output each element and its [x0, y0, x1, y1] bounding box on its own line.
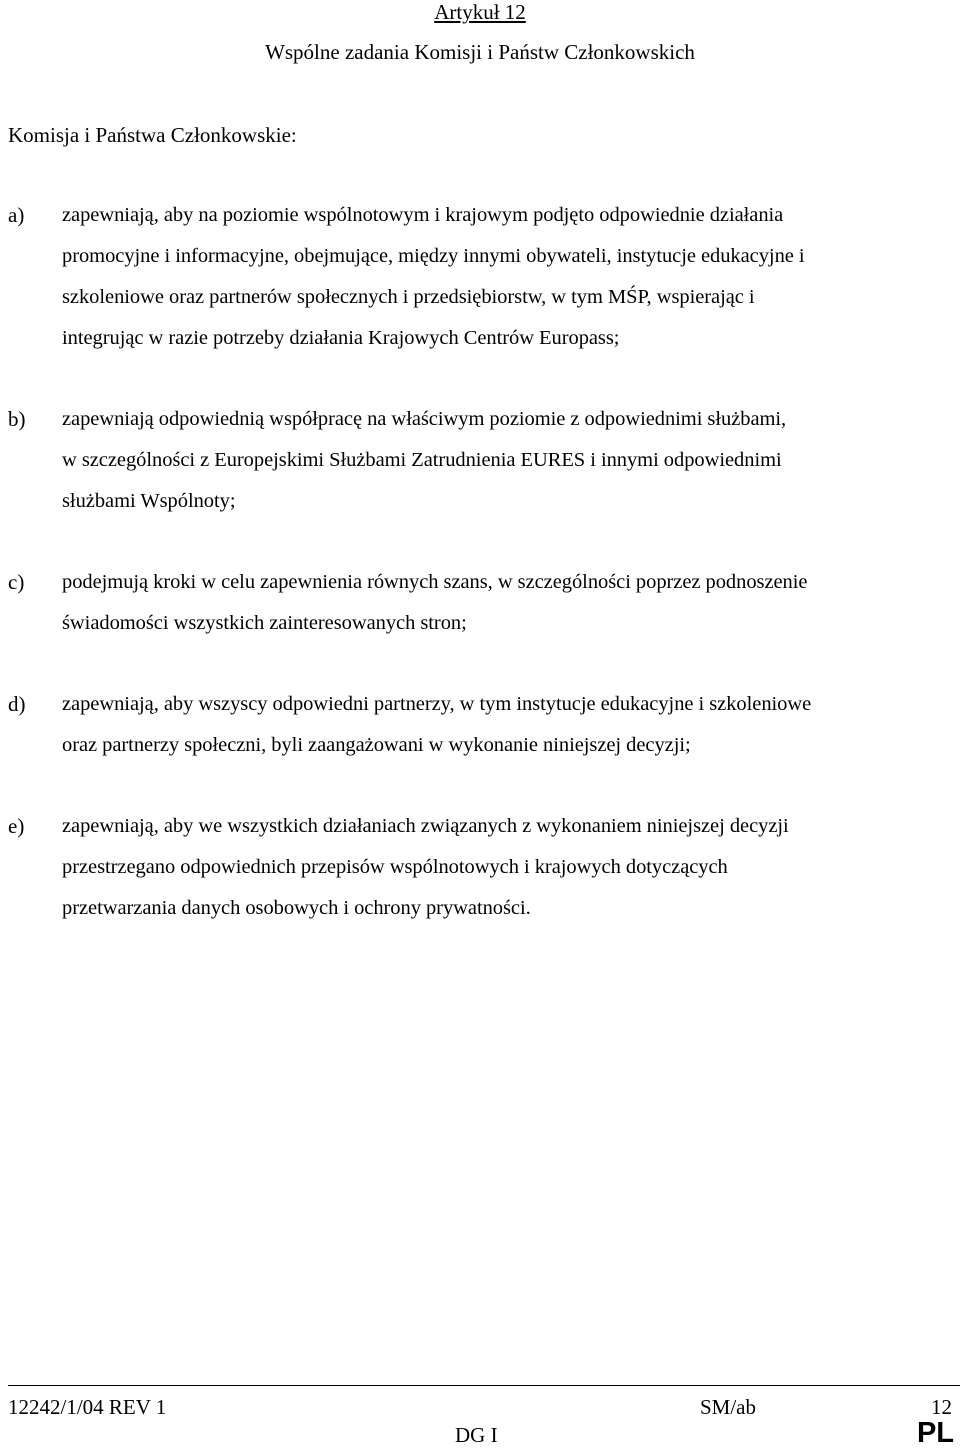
list-item-text	[62, 195, 942, 359]
text-line: zapewniają, aby wszyscy odpowiedni partnerzy, w tym instytucje edukacyjne i szkoleniowe	[62, 693, 812, 715]
text-line: zapewniają, aby we wszystkich działaniach związanych z wykonaniem niniejszej decyzji	[62, 815, 789, 837]
text-line: promocyjne i informacyjne, obejmujące, między innymi obywateli, instytucje edukacyjne i	[62, 245, 805, 267]
list-marker: a)	[8, 203, 25, 227]
article-title: Artykuł 12	[434, 0, 526, 24]
list-marker: b)	[8, 407, 26, 431]
text-line: przetwarzania danych osobowych i ochrony prywatności.	[62, 897, 531, 919]
article-subtitle: Wspólne zadania Komisji i Państw Członkowskich	[265, 40, 695, 64]
footer-document-reference: 12242/1/04 REV 1	[8, 1395, 167, 1419]
footer-language-code: PL	[916, 1417, 954, 1449]
list-marker: d)	[8, 692, 26, 716]
list-item-text	[62, 399, 942, 522]
intro-text: Komisja i Państwa Członkowskie:	[8, 123, 297, 147]
list-item-text	[62, 806, 942, 929]
footer-author-initials: SM/ab	[700, 1395, 757, 1419]
text-line: oraz partnerzy społeczni, byli zaangażowani w wykonanie niniejszej decyzji;	[62, 734, 691, 756]
text-line: służbami Wspólnoty;	[62, 490, 236, 512]
text-line: zapewniają, aby na poziomie wspólnotowym i krajowym podjęto odpowiednie działania	[62, 204, 784, 226]
text-line: w szczególności z Europejskimi Służbami Zatrudnienia EURES i innymi odpowiednimi	[62, 449, 782, 471]
list-item-text	[62, 562, 942, 644]
text-line: podejmują kroki w celu zapewnienia równych szans, w szczególności poprzez podnoszenie	[62, 571, 808, 593]
footer-directorate: DG I	[455, 1423, 498, 1447]
text-line: integrując w razie potrzeby działania Krajowych Centrów Europass;	[62, 327, 620, 349]
text-line: zapewniają odpowiednią współpracę na właściwym poziomie z odpowiednimi służbami,	[62, 408, 787, 430]
list-marker: c)	[8, 570, 25, 594]
text-line: świadomości wszystkich zainteresowanych stron;	[62, 612, 467, 634]
text-line: szkoleniowe oraz partnerów społecznych i przedsiębiorstw, w tym MŚP, wspierając i	[62, 286, 755, 308]
footer-divider	[8, 1385, 960, 1386]
list-item-text	[62, 684, 942, 766]
list-marker: e)	[8, 814, 25, 838]
footer-page-number: 12	[931, 1395, 952, 1419]
text-line: przestrzegano odpowiednich przepisów wspólnotowych i krajowych dotyczących	[62, 856, 728, 878]
